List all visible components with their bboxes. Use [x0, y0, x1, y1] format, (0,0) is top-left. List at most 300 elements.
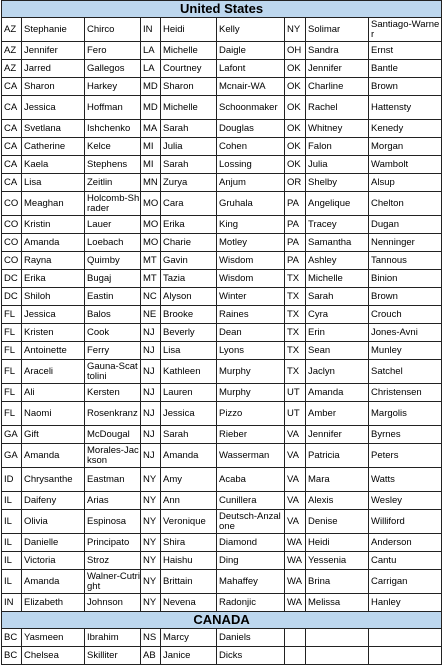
first-name-cell[interactable]: Jaclyn: [306, 360, 369, 384]
last-name-cell[interactable]: [369, 629, 442, 647]
first-name-cell[interactable]: Amy: [161, 468, 217, 492]
state-cell[interactable]: FL: [2, 384, 22, 402]
state-cell[interactable]: NJ: [141, 402, 161, 426]
state-cell[interactable]: DC: [2, 288, 22, 306]
first-name-cell[interactable]: Gavin: [161, 252, 217, 270]
state-cell[interactable]: NY: [141, 594, 161, 612]
first-name-cell[interactable]: Nevena: [161, 594, 217, 612]
first-name-cell[interactable]: Courtney: [161, 60, 217, 78]
first-name-cell[interactable]: Yessenia: [306, 552, 369, 570]
table-row: [2, 174, 442, 192]
first-name-cell[interactable]: Chelsea: [22, 647, 85, 665]
state-cell[interactable]: NE: [141, 306, 161, 324]
last-name-cell[interactable]: Murphy: [217, 360, 285, 384]
state-cell[interactable]: CO: [2, 234, 22, 252]
state-cell[interactable]: CO: [2, 216, 22, 234]
first-name-cell[interactable]: Kathleen: [161, 360, 217, 384]
first-name-cell[interactable]: Beverly: [161, 324, 217, 342]
first-name-cell[interactable]: Jennifer: [22, 42, 85, 60]
state-cell[interactable]: OK: [285, 60, 306, 78]
state-cell[interactable]: NY: [141, 510, 161, 534]
last-name-cell[interactable]: Johnson: [85, 594, 141, 612]
state-cell[interactable]: OK: [285, 138, 306, 156]
last-name-cell[interactable]: Wisdom: [217, 252, 285, 270]
state-cell[interactable]: NJ: [141, 360, 161, 384]
state-cell[interactable]: IN: [141, 18, 161, 42]
last-name-cell[interactable]: Eastman: [85, 468, 141, 492]
last-name-cell[interactable]: Stephens: [85, 156, 141, 174]
state-cell[interactable]: VA: [285, 468, 306, 492]
last-name-cell[interactable]: Brown: [369, 288, 442, 306]
last-name-cell[interactable]: Daniels: [217, 629, 285, 647]
last-name-cell[interactable]: Tannous: [369, 252, 442, 270]
first-name-cell[interactable]: Patricia: [306, 444, 369, 468]
first-name-cell[interactable]: Charline: [306, 78, 369, 96]
last-name-cell[interactable]: Lafont: [217, 60, 285, 78]
last-name-cell[interactable]: Kenedy: [369, 120, 442, 138]
last-name-cell[interactable]: Skilliter: [85, 647, 141, 665]
last-name-cell[interactable]: Cohen: [217, 138, 285, 156]
last-name-cell[interactable]: Nenninger: [369, 234, 442, 252]
state-cell[interactable]: FL: [2, 342, 22, 360]
first-name-cell[interactable]: Catherine: [22, 138, 85, 156]
first-name-cell[interactable]: Amanda: [161, 444, 217, 468]
state-cell[interactable]: PA: [285, 234, 306, 252]
table-row: [2, 468, 442, 492]
state-cell[interactable]: OK: [285, 156, 306, 174]
state-cell[interactable]: WA: [285, 552, 306, 570]
state-cell[interactable]: CA: [2, 156, 22, 174]
state-cell[interactable]: IL: [2, 552, 22, 570]
state-cell[interactable]: CA: [2, 78, 22, 96]
last-name-cell[interactable]: Lyons: [217, 342, 285, 360]
state-cell[interactable]: UT: [285, 384, 306, 402]
last-name-cell[interactable]: Dicks: [217, 647, 285, 665]
last-name-cell[interactable]: Gruhala: [217, 192, 285, 216]
state-cell[interactable]: TX: [285, 306, 306, 324]
state-cell[interactable]: NJ: [141, 324, 161, 342]
first-name-cell[interactable]: Haishu: [161, 552, 217, 570]
last-name-cell[interactable]: Daigle: [217, 42, 285, 60]
last-name-cell[interactable]: Crouch: [369, 306, 442, 324]
first-name-cell[interactable]: Kristin: [22, 216, 85, 234]
first-name-cell[interactable]: Daifeny: [22, 492, 85, 510]
state-cell[interactable]: WA: [285, 594, 306, 612]
last-name-cell[interactable]: Hanley: [369, 594, 442, 612]
state-cell[interactable]: MD: [141, 78, 161, 96]
last-name-cell[interactable]: Bugaj: [85, 270, 141, 288]
first-name-cell[interactable]: [306, 647, 369, 665]
last-name-cell[interactable]: Deutsch-Anzalone: [217, 510, 285, 534]
first-name-cell[interactable]: Janice: [161, 647, 217, 665]
state-cell[interactable]: CA: [2, 96, 22, 120]
state-cell[interactable]: LA: [141, 42, 161, 60]
last-name-cell[interactable]: Winter: [217, 288, 285, 306]
last-name-cell[interactable]: Zeitlin: [85, 174, 141, 192]
last-name-cell[interactable]: McDougal: [85, 426, 141, 444]
last-name-cell[interactable]: King: [217, 216, 285, 234]
last-name-cell[interactable]: Jones-Avni: [369, 324, 442, 342]
state-cell[interactable]: CO: [2, 192, 22, 216]
last-name-cell[interactable]: Ibrahim: [85, 629, 141, 647]
first-name-cell[interactable]: Brooke: [161, 306, 217, 324]
first-name-cell[interactable]: Mara: [306, 468, 369, 492]
first-name-cell[interactable]: Solimar: [306, 18, 369, 42]
first-name-cell[interactable]: Whitney: [306, 120, 369, 138]
state-cell[interactable]: NJ: [141, 342, 161, 360]
last-name-cell[interactable]: Ding: [217, 552, 285, 570]
table-row: [2, 342, 442, 360]
first-name-cell[interactable]: Angelique: [306, 192, 369, 216]
first-name-cell[interactable]: Sarah: [161, 120, 217, 138]
first-name-cell[interactable]: Amanda: [22, 234, 85, 252]
first-name-cell[interactable]: Heidi: [306, 534, 369, 552]
state-cell[interactable]: CO: [2, 252, 22, 270]
last-name-cell[interactable]: Satchel: [369, 360, 442, 384]
last-name-cell[interactable]: Radonjic: [217, 594, 285, 612]
first-name-cell[interactable]: Michelle: [306, 270, 369, 288]
first-name-cell[interactable]: Sarah: [161, 156, 217, 174]
state-cell[interactable]: OK: [285, 78, 306, 96]
first-name-cell[interactable]: Victoria: [22, 552, 85, 570]
state-cell[interactable]: NY: [141, 534, 161, 552]
first-name-cell[interactable]: Ali: [22, 384, 85, 402]
last-name-cell[interactable]: Morales-Jackson: [85, 444, 141, 468]
state-cell[interactable]: FL: [2, 360, 22, 384]
state-cell[interactable]: GA: [2, 444, 22, 468]
state-cell[interactable]: BC: [2, 647, 22, 665]
table-row: [2, 360, 442, 384]
state-cell[interactable]: AZ: [2, 60, 22, 78]
first-name-cell[interactable]: Sandra: [306, 42, 369, 60]
state-cell[interactable]: AZ: [2, 42, 22, 60]
last-name-cell[interactable]: Harkey: [85, 78, 141, 96]
state-cell[interactable]: NJ: [141, 444, 161, 468]
state-cell[interactable]: CA: [2, 174, 22, 192]
last-name-cell[interactable]: Hattensty: [369, 96, 442, 120]
first-name-cell[interactable]: Alexis: [306, 492, 369, 510]
first-name-cell[interactable]: Zurya: [161, 174, 217, 192]
last-name-cell[interactable]: Diamond: [217, 534, 285, 552]
last-name-cell[interactable]: Dean: [217, 324, 285, 342]
state-cell[interactable]: CA: [2, 138, 22, 156]
last-name-cell[interactable]: Binion: [369, 270, 442, 288]
table-row: [2, 426, 442, 444]
section-header-row: [2, 1, 442, 18]
last-name-cell[interactable]: Espinosa: [85, 510, 141, 534]
first-name-cell[interactable]: Charie: [161, 234, 217, 252]
last-name-cell[interactable]: Chelton: [369, 192, 442, 216]
last-name-cell[interactable]: Hoffman: [85, 96, 141, 120]
last-name-cell[interactable]: Lauer: [85, 216, 141, 234]
first-name-cell[interactable]: Ann: [161, 492, 217, 510]
first-name-cell[interactable]: Shiloh: [22, 288, 85, 306]
state-cell[interactable]: MO: [141, 234, 161, 252]
state-cell[interactable]: NY: [285, 18, 306, 42]
first-name-cell[interactable]: Amanda: [22, 444, 85, 468]
last-name-cell[interactable]: Acaba: [217, 468, 285, 492]
state-cell[interactable]: UT: [285, 402, 306, 426]
first-name-cell[interactable]: Erika: [22, 270, 85, 288]
last-name-cell[interactable]: Kersten: [85, 384, 141, 402]
last-name-cell[interactable]: Wisdom: [217, 270, 285, 288]
state-cell[interactable]: MN: [141, 174, 161, 192]
first-name-cell[interactable]: Amanda: [306, 384, 369, 402]
first-name-cell[interactable]: Erin: [306, 324, 369, 342]
last-name-cell[interactable]: Rosenkranz: [85, 402, 141, 426]
table-row: [2, 234, 442, 252]
state-cell[interactable]: MD: [141, 96, 161, 120]
state-cell[interactable]: VA: [285, 510, 306, 534]
state-cell[interactable]: NC: [141, 288, 161, 306]
state-cell[interactable]: WA: [285, 534, 306, 552]
state-cell[interactable]: OR: [285, 174, 306, 192]
state-cell[interactable]: DC: [2, 270, 22, 288]
state-cell[interactable]: IL: [2, 534, 22, 552]
first-name-cell[interactable]: Elizabeth: [22, 594, 85, 612]
state-cell[interactable]: PA: [285, 192, 306, 216]
first-name-cell[interactable]: Denise: [306, 510, 369, 534]
state-cell[interactable]: GA: [2, 426, 22, 444]
last-name-cell[interactable]: Walner-Cutright: [85, 570, 141, 594]
last-name-cell[interactable]: Rieber: [217, 426, 285, 444]
last-name-cell[interactable]: Williford: [369, 510, 442, 534]
last-name-cell[interactable]: Wesley: [369, 492, 442, 510]
last-name-cell[interactable]: Ferry: [85, 342, 141, 360]
last-name-cell[interactable]: Eastin: [85, 288, 141, 306]
last-name-cell[interactable]: Wambolt: [369, 156, 442, 174]
first-name-cell[interactable]: Sarah: [161, 426, 217, 444]
last-name-cell[interactable]: Principato: [85, 534, 141, 552]
first-name-cell[interactable]: Amber: [306, 402, 369, 426]
first-name-cell[interactable]: Jarred: [22, 60, 85, 78]
table-row: [2, 18, 442, 42]
first-name-cell[interactable]: Falon: [306, 138, 369, 156]
last-name-cell[interactable]: Murphy: [217, 384, 285, 402]
last-name-cell[interactable]: Margolis: [369, 402, 442, 426]
state-cell[interactable]: OK: [285, 96, 306, 120]
last-name-cell[interactable]: Kelce: [85, 138, 141, 156]
state-cell[interactable]: IL: [2, 510, 22, 534]
table-row: [2, 42, 442, 60]
first-name-cell[interactable]: Stephanie: [22, 18, 85, 42]
first-name-cell[interactable]: Tracey: [306, 216, 369, 234]
last-name-cell[interactable]: Raines: [217, 306, 285, 324]
last-name-cell[interactable]: Gallegos: [85, 60, 141, 78]
first-name-cell[interactable]: Julia: [161, 138, 217, 156]
first-name-cell[interactable]: Sharon: [22, 78, 85, 96]
state-cell[interactable]: MT: [141, 270, 161, 288]
last-name-cell[interactable]: Fero: [85, 42, 141, 60]
first-name-cell[interactable]: Jennifer: [306, 426, 369, 444]
state-cell[interactable]: VA: [285, 492, 306, 510]
last-name-cell[interactable]: Balos: [85, 306, 141, 324]
last-name-cell[interactable]: Chirco: [85, 18, 141, 42]
table-row: [2, 492, 442, 510]
last-name-cell[interactable]: Douglas: [217, 120, 285, 138]
first-name-cell[interactable]: Cyra: [306, 306, 369, 324]
first-name-cell[interactable]: Erika: [161, 216, 217, 234]
first-name-cell[interactable]: Kaela: [22, 156, 85, 174]
state-cell[interactable]: MT: [141, 252, 161, 270]
state-cell[interactable]: IL: [2, 570, 22, 594]
state-cell[interactable]: BC: [2, 629, 22, 647]
first-name-cell[interactable]: Jessica: [22, 306, 85, 324]
state-cell[interactable]: TX: [285, 288, 306, 306]
first-name-cell[interactable]: Brina: [306, 570, 369, 594]
last-name-cell[interactable]: Bantle: [369, 60, 442, 78]
first-name-cell[interactable]: Lisa: [161, 342, 217, 360]
last-name-cell[interactable]: Carrigan: [369, 570, 442, 594]
first-name-cell[interactable]: Sarah: [306, 288, 369, 306]
last-name-cell[interactable]: Anjum: [217, 174, 285, 192]
last-name-cell[interactable]: Anderson: [369, 534, 442, 552]
first-name-cell[interactable]: Melissa: [306, 594, 369, 612]
last-name-cell[interactable]: Arias: [85, 492, 141, 510]
last-name-cell[interactable]: Stroz: [85, 552, 141, 570]
first-name-cell[interactable]: [306, 629, 369, 647]
last-name-cell[interactable]: Ernst: [369, 42, 442, 60]
state-cell[interactable]: NY: [141, 492, 161, 510]
state-cell[interactable]: OK: [285, 120, 306, 138]
last-name-cell[interactable]: Motley: [217, 234, 285, 252]
first-name-cell[interactable]: Cara: [161, 192, 217, 216]
first-name-cell[interactable]: Chrysanthe: [22, 468, 85, 492]
last-name-cell[interactable]: Cook: [85, 324, 141, 342]
last-name-cell[interactable]: Christensen: [369, 384, 442, 402]
state-cell[interactable]: AB: [141, 647, 161, 665]
first-name-cell[interactable]: Alyson: [161, 288, 217, 306]
state-cell[interactable]: MO: [141, 192, 161, 216]
state-cell[interactable]: FL: [2, 324, 22, 342]
last-name-cell[interactable]: Mcnair-WA: [217, 78, 285, 96]
first-name-cell[interactable]: Jessica: [161, 402, 217, 426]
last-name-cell[interactable]: Munley: [369, 342, 442, 360]
last-name-cell[interactable]: Alsup: [369, 174, 442, 192]
first-name-cell[interactable]: Sharon: [161, 78, 217, 96]
first-name-cell[interactable]: Rayna: [22, 252, 85, 270]
last-name-cell[interactable]: Quimby: [85, 252, 141, 270]
last-name-cell[interactable]: Byrnes: [369, 426, 442, 444]
state-cell[interactable]: NY: [141, 570, 161, 594]
state-cell[interactable]: PA: [285, 216, 306, 234]
state-cell[interactable]: ID: [2, 468, 22, 492]
first-name-cell[interactable]: Jennifer: [306, 60, 369, 78]
first-name-cell[interactable]: Lisa: [22, 174, 85, 192]
state-cell[interactable]: IL: [2, 492, 22, 510]
state-cell[interactable]: VA: [285, 426, 306, 444]
first-name-cell[interactable]: Kristen: [22, 324, 85, 342]
state-cell[interactable]: PA: [285, 252, 306, 270]
state-cell[interactable]: TX: [285, 342, 306, 360]
state-cell[interactable]: MO: [141, 216, 161, 234]
last-name-cell[interactable]: Pizzo: [217, 402, 285, 426]
last-name-cell[interactable]: Morgan: [369, 138, 442, 156]
first-name-cell[interactable]: Gift: [22, 426, 85, 444]
first-name-cell[interactable]: Marcy: [161, 629, 217, 647]
first-name-cell[interactable]: Michelle: [161, 96, 217, 120]
state-cell[interactable]: NY: [141, 468, 161, 492]
first-name-cell[interactable]: Rachel: [306, 96, 369, 120]
last-name-cell[interactable]: Lossing: [217, 156, 285, 174]
state-cell[interactable]: [285, 629, 306, 647]
first-name-cell[interactable]: Yasmeen: [22, 629, 85, 647]
first-name-cell[interactable]: Olivia: [22, 510, 85, 534]
first-name-cell[interactable]: Danielle: [22, 534, 85, 552]
last-name-cell[interactable]: Peters: [369, 444, 442, 468]
first-name-cell[interactable]: Brittain: [161, 570, 217, 594]
first-name-cell[interactable]: Julia: [306, 156, 369, 174]
first-name-cell[interactable]: Sean: [306, 342, 369, 360]
state-cell[interactable]: MI: [141, 156, 161, 174]
last-name-cell[interactable]: Gauna-Scattolini: [85, 360, 141, 384]
first-name-cell[interactable]: Meaghan: [22, 192, 85, 216]
state-cell[interactable]: MA: [141, 120, 161, 138]
state-cell[interactable]: NY: [141, 552, 161, 570]
state-cell[interactable]: MI: [141, 138, 161, 156]
first-name-cell[interactable]: Shira: [161, 534, 217, 552]
last-name-cell[interactable]: [369, 647, 442, 665]
first-name-cell[interactable]: Tazia: [161, 270, 217, 288]
state-cell[interactable]: IN: [2, 594, 22, 612]
last-name-cell[interactable]: Watts: [369, 468, 442, 492]
first-name-cell[interactable]: Svetlana: [22, 120, 85, 138]
last-name-cell[interactable]: Dugan: [369, 216, 442, 234]
state-cell[interactable]: NJ: [141, 426, 161, 444]
state-cell[interactable]: TX: [285, 270, 306, 288]
first-name-cell[interactable]: Lauren: [161, 384, 217, 402]
first-name-cell[interactable]: Araceli: [22, 360, 85, 384]
table-row: [2, 270, 442, 288]
first-name-cell[interactable]: Shelby: [306, 174, 369, 192]
last-name-cell[interactable]: Loebach: [85, 234, 141, 252]
state-cell[interactable]: CA: [2, 120, 22, 138]
last-name-cell[interactable]: Kelly: [217, 18, 285, 42]
last-name-cell[interactable]: Cunillera: [217, 492, 285, 510]
state-cell[interactable]: WA: [285, 570, 306, 594]
last-name-cell[interactable]: Ishchenko: [85, 120, 141, 138]
state-cell[interactable]: LA: [141, 60, 161, 78]
section-title: CANADA: [2, 612, 442, 629]
first-name-cell[interactable]: Heidi: [161, 18, 217, 42]
first-name-cell[interactable]: Amanda: [22, 570, 85, 594]
last-name-cell[interactable]: Holcomb-Shrader: [85, 192, 141, 216]
state-cell[interactable]: FL: [2, 402, 22, 426]
state-cell[interactable]: VA: [285, 444, 306, 468]
last-name-cell[interactable]: Santiago-Warner: [369, 18, 442, 42]
first-name-cell[interactable]: Samantha: [306, 234, 369, 252]
state-cell[interactable]: TX: [285, 360, 306, 384]
first-name-cell[interactable]: Michelle: [161, 42, 217, 60]
state-cell[interactable]: NS: [141, 629, 161, 647]
first-name-cell[interactable]: Antoinette: [22, 342, 85, 360]
state-cell[interactable]: FL: [2, 306, 22, 324]
last-name-cell[interactable]: Cantu: [369, 552, 442, 570]
last-name-cell[interactable]: Brown: [369, 78, 442, 96]
last-name-cell[interactable]: Mahaffey: [217, 570, 285, 594]
state-cell[interactable]: [285, 647, 306, 665]
first-name-cell[interactable]: Jessica: [22, 96, 85, 120]
last-name-cell[interactable]: Wasserman: [217, 444, 285, 468]
state-cell[interactable]: TX: [285, 324, 306, 342]
first-name-cell[interactable]: Ashley: [306, 252, 369, 270]
last-name-cell[interactable]: Schoonmaker: [217, 96, 285, 120]
first-name-cell[interactable]: Veronique: [161, 510, 217, 534]
state-cell[interactable]: OH: [285, 42, 306, 60]
first-name-cell[interactable]: Naomi: [22, 402, 85, 426]
state-cell[interactable]: AZ: [2, 18, 22, 42]
state-cell[interactable]: NJ: [141, 384, 161, 402]
